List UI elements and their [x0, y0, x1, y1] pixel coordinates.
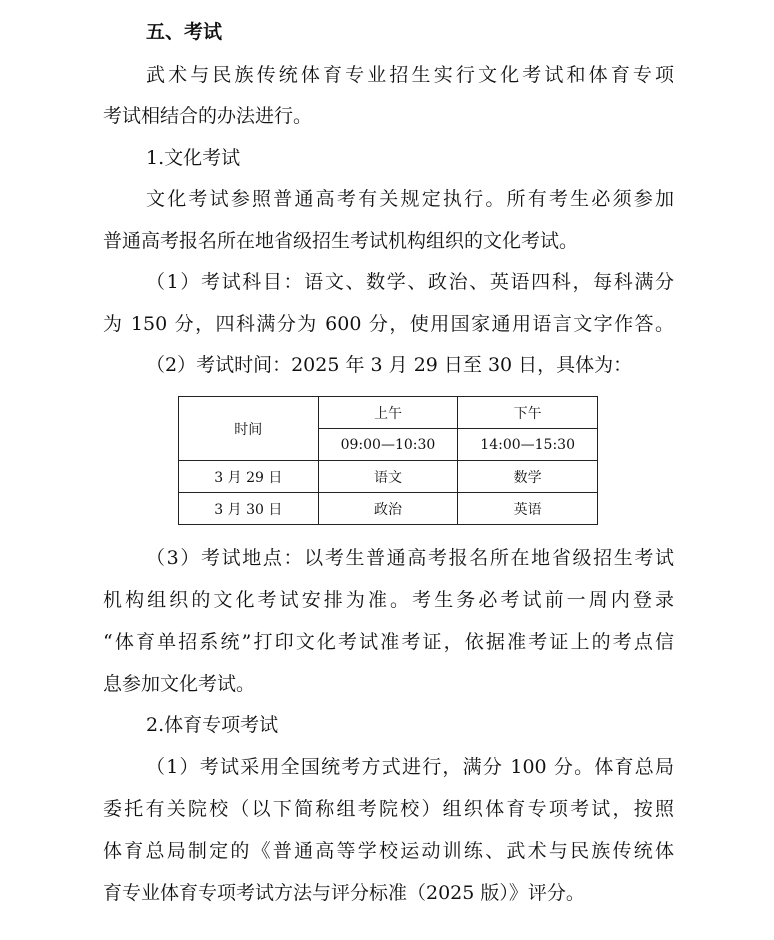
- intro-line-1: 武术与民族传统体育专业招生实行文化考试和体育专项: [146, 64, 674, 86]
- morning-time-cell: 09:00—10:30: [318, 429, 458, 461]
- exam-time-line: （2）考试时间：2025 年 3 月 29 日至 30 日，具体为：: [146, 354, 633, 376]
- sports-exam-heading: 2.体育专项考试: [146, 714, 279, 736]
- afternoon-subject-cell: 数学: [458, 461, 598, 493]
- sports-exam-line-3: 体育总局制定的《普通高等学校运动训练、武术与民族传统体: [103, 840, 674, 862]
- sports-exam-line-4: 育专业体育专项考试方法与评分标准（2025 版）》评分。: [103, 882, 585, 904]
- table-row: [179, 461, 598, 493]
- location-line-4: 息参加文化考试。: [103, 673, 256, 695]
- morning-subject-cell: 政治: [318, 493, 458, 525]
- morning-header-cell: 上午: [318, 397, 458, 429]
- sports-exam-line-2: 委托有关院校（以下简称组考院校）组织体育专项考试，按照: [103, 798, 674, 820]
- subjects-line-2: 为 150 分，四科满分为 600 分，使用国家通用语言文字作答。: [103, 313, 674, 335]
- sports-exam-line-1: （1）考试采用全国统考方式进行，满分 100 分。体育总局: [146, 756, 674, 778]
- location-line-2: 机构组织的文化考试安排为准。考生务必考试前一周内登录: [103, 589, 674, 611]
- exam-schedule-table: [178, 396, 598, 525]
- intro-line-2: 考试相结合的办法进行。: [103, 105, 313, 127]
- morning-subject-cell: 语文: [318, 461, 458, 493]
- section-heading: 五、考试: [146, 21, 223, 43]
- afternoon-subject-cell: 英语: [458, 493, 598, 525]
- afternoon-time-cell: 14:00—15:30: [458, 429, 598, 461]
- table-row: [179, 397, 598, 429]
- afternoon-header-cell: 下午: [458, 397, 598, 429]
- time-header-cell: 时间: [179, 397, 319, 461]
- location-line-3: “体育单招系统”打印文化考试准考证，依据准考证上的考点信: [103, 631, 674, 653]
- date-cell: 3 月 30 日: [179, 493, 319, 525]
- location-line-1: （3）考试地点：以考生普通高考报名所在地省级招生考试: [146, 547, 674, 569]
- culture-exam-heading: 1.文化考试: [146, 147, 241, 169]
- date-cell: 3 月 29 日: [179, 461, 319, 493]
- culture-exam-para-line-1: 文化考试参照普通高考有关规定执行。所有考生必须参加: [146, 188, 674, 210]
- table-row: [179, 493, 598, 525]
- culture-exam-para-line-2: 普通高考报名所在地省级招生考试机构组织的文化考试。: [103, 230, 579, 252]
- subjects-line-1: （1）考试科目：语文、数学、政治、英语四科，每科满分: [146, 271, 674, 293]
